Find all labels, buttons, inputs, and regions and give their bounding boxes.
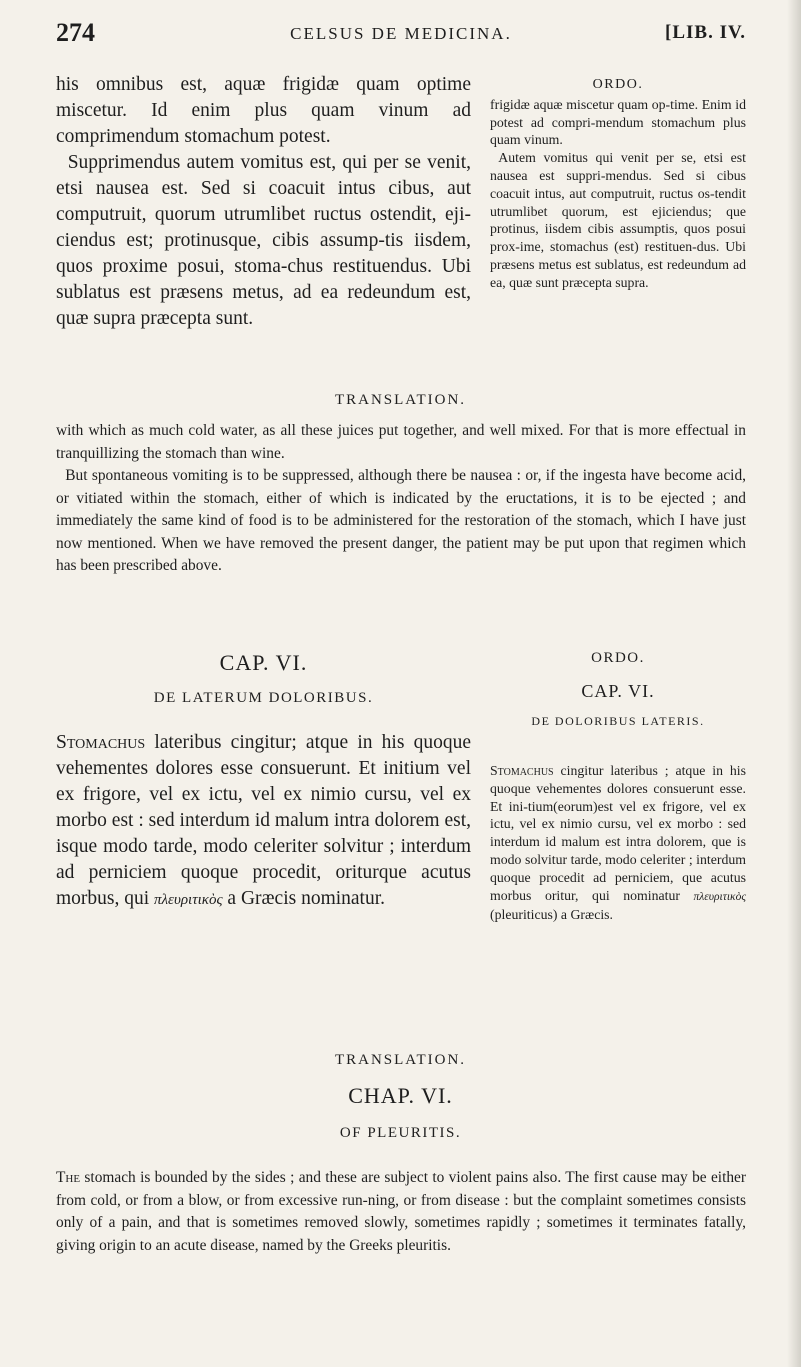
translation-paragraph: The stomach is bounded by the sides ; and these are subject to violent pains also. The first cause may be either from cold, or from a blow, or from excessive run-ning, or from disease : but the complaint sometimes consists only of a pain, and that is sometimes removed slowly, sometimes rapidly ; sometimes it terminates fatally, giving origin to an acute disease, named by the Greeks pleuritis. xyxy=(56,1169,746,1254)
initial-word: The xyxy=(56,1169,81,1186)
chapter-heading-latin xyxy=(56,650,471,707)
translation-heading: TRANSLATION. xyxy=(334,392,467,408)
chapter-heading-english xyxy=(0,1083,801,1142)
chapter-number: CAP. VI. xyxy=(219,650,308,675)
ordo-chapter-subtitle: DE DOLORIBUS LATERIS. xyxy=(531,714,705,728)
chapter-subtitle: DE LATERUM DOLORIBUS. xyxy=(153,690,374,706)
chapter-number-english: CHAP. VI. xyxy=(348,1083,453,1108)
page-number: 274 xyxy=(56,18,95,47)
greek-term: πλευριτικὸς xyxy=(693,890,746,903)
latin-text-section2 xyxy=(56,730,471,913)
greek-term: πλευριτικὸς xyxy=(154,892,223,908)
latin-paragraph: Supprimendus autem vomitus est, qui per se venit, etsi nausea est. Sed si coacuit intus cibus, aut computruit, quorum utrumlibet ructus ostendit, eji-ciendus est; protinusque, cibis assump-tis iisdem, quos proxime posui, stoma-chus restituendus. Ubi sublatus est præsens metus, ad ea redeundum est, quæ supra præcepta sunt. xyxy=(56,152,471,329)
ordo-paragraph: Stomachus cingitur lateribus ; atque in his quoque vehementes dolores consuerunt esse. Et ini-tium(eorum)est vel ex frigore, vel ex ictu, vel ex nimio cursu, vel ex morbo : sed interdum id malum est intra dolorem, que is modo solvitur tarde, modo celeriter ; interdum quoque procedit ad perniciem, que acutus morbus oritur, qui nominatur πλευριτικὸς (pleuriticus) a Græcis. xyxy=(490,763,746,923)
ordo-column-section1 xyxy=(490,76,746,292)
running-head xyxy=(56,18,746,48)
latin-text-section1 xyxy=(56,72,471,332)
ordo-column-section2 xyxy=(490,762,746,924)
ordo-heading: ORDO. xyxy=(592,77,644,92)
running-title: CELSUS DE MEDICINA. xyxy=(290,24,512,43)
book-reference: [LIB. IV. xyxy=(665,22,746,43)
translation-paragraph: But spontaneous vomiting is to be suppressed, although there be nausea : or, if the ingesta have become acid, or vitiated within the stomach, either of which is indicated by the eructations, it is to be ejected ; and immediately the same kind of food is to be administered for the restoration of the stomach, which I have just now mentioned. When we have removed the present danger, the patient may be put upon that regimen which has been prescribed above. xyxy=(56,467,746,574)
latin-paragraph: Stomachus lateribus cingitur; atque in his quoque vehementes dolores esse consuerunt. Et initium vel ex frigore, vel ex ictu, vel ex nimio cursu, vel ex morbo est : sed interdum id malum intra dolorem est, isque modo tarde, modo celeriter solvitur ; interdum ad perniciem quoque procedit, oriturque acutus morbus, qui πλευριτικὸς a Græcis nominatur. xyxy=(56,732,471,909)
translation-paragraph: with which as much cold water, as all these juices put together, and well mixed. For that is more effectual in tranquillizing the stomach than wine. xyxy=(56,422,746,462)
ordo-heading: ORDO. xyxy=(591,650,645,666)
initial-word: Stomachus xyxy=(56,732,146,753)
initial-word: Stomachus xyxy=(490,763,554,778)
ordo-paragraph: Autem vomitus qui venit per se, etsi est nausea est suppri-mendus. Sed si cibus coacuit intus, aut computruit, ructus os-tendit utrumlibet quorum, est ejiciendus; que protinus, iisdem cibis assumptis, quos posui prox-ime, stomachus (est) restituen-dus. Ubi præsens metus est sublatus, est redeundum ad ea, quæ sunt præcepta supra. xyxy=(490,150,746,290)
translation-text-section2 xyxy=(56,1167,746,1257)
ordo-chapter-number: CAP. VI. xyxy=(581,681,655,701)
latin-paragraph: his omnibus est, aquæ frigidæ quam optime miscetur. Id enim plus quam vinum ad comprimendum stomachum potest. xyxy=(56,74,471,147)
page-edge-shadow xyxy=(787,0,801,1367)
ordo-paragraph: frigidæ aquæ miscetur quam op-time. Enim id potest ad compri-mendum stomachum plus quam vinum. xyxy=(490,96,746,148)
chapter-subtitle-english: OF PLEURITIS. xyxy=(339,1125,462,1141)
ordo-chapter-heading xyxy=(490,650,746,729)
translation-text-section1 xyxy=(56,420,746,578)
translation-heading: TRANSLATION. xyxy=(334,1052,467,1068)
